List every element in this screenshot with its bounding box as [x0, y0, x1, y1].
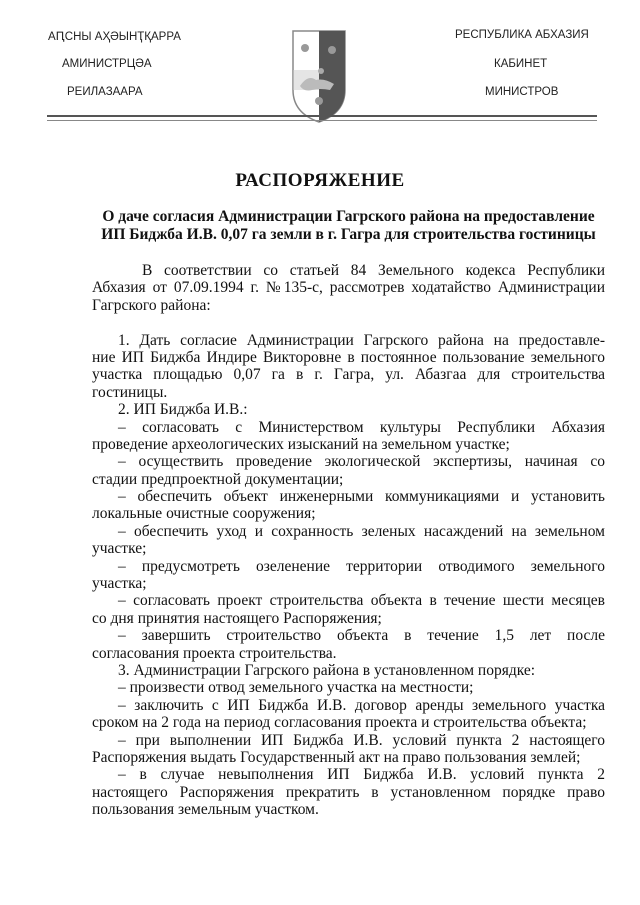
text-line: – согласовать с Министерством культуры Республики Абхазия [118, 418, 605, 436]
header-right-line-2: КАБИНЕТ [494, 58, 548, 70]
text-line: участка; [92, 575, 147, 593]
subtitle-line-2: ИП Биджба И.В. 0,07 га земли в г. Гагра для строительства гостиницы [101, 226, 596, 243]
text-line: проведение археологических изысканий на земельном участке; [92, 435, 510, 453]
paragraph-gap [92, 314, 605, 331]
text-line: – осуществить проведение экологической экспертизы, начиная со [118, 453, 605, 471]
text-line: сроком на 2 года на период согласования проекта и строительства объекта; [92, 714, 587, 732]
text-line: Распоряжения выдать Государственный акт на право пользования землей; [92, 748, 581, 766]
text-line: ние ИП Биджба Индире Викторовне в постоянное пользование земельного [92, 348, 605, 366]
text-line: локальные очистные сооружения; [92, 505, 316, 523]
text-line: стадии предпроектной документации; [92, 470, 344, 488]
text-line: 2. ИП Биджба И.В.: [118, 401, 248, 419]
text-line: – обеспечить уход и сохранность зеленых насаждений на земельном [118, 522, 605, 540]
text-line: – завершить строительство объекта в течение 1,5 лет после [118, 627, 605, 645]
text-line: 1. Дать согласие Администрации Гагрского района на предоставле- [118, 331, 605, 349]
preamble-paragraph [92, 262, 605, 314]
text-line: – в случае невыполнения ИП Биджба И.В. условий пункта 2 [118, 766, 605, 784]
resolution-points [92, 332, 605, 819]
text-line: – согласовать проект строительства объекта в течение шести месяцев [118, 592, 605, 610]
text-line: – заключить с ИП Биджба И.В. договор аренды земельного участка [118, 696, 605, 714]
header-right-line-1: РЕСПУБЛИКА АБХАЗИЯ [455, 29, 589, 41]
header-divider [47, 115, 597, 121]
header-left-line-3: РЕИЛАЗААРА [67, 86, 143, 98]
text-line: – при выполнении ИП Биджба И.В. условий пункта 2 настоящего [118, 731, 605, 749]
text-line: участка площадью 0,07 га в г. Гагра, ул. Абазгаа для строительства [92, 366, 605, 384]
coat-of-arms-emblem [290, 28, 348, 124]
text-line: согласования проекта строительства. [92, 644, 337, 662]
text-line: Абхазия от 07.09.1994 г. №135-с, рассмотрев ходатайство Администрации [92, 279, 605, 297]
subtitle-line-1: О даче согласия Администрации Гагрского района на предоставление [102, 208, 595, 225]
text-line: участке; [92, 540, 147, 558]
text-line: В соответствии со статьей 84 Земельного кодекса Республики [142, 262, 605, 279]
header-left-line-2: АМИНИСТРЦӘА [62, 58, 152, 70]
text-line: Гагрского района: [92, 296, 211, 314]
document-body [92, 262, 605, 819]
text-line: настоящего Распоряжения прекратить в установленном порядке право [92, 783, 605, 801]
text-line: со дня принятия настоящего Распоряжения; [92, 609, 382, 627]
text-line: – произвести отвод земельного участка на местности; [118, 679, 474, 697]
text-line: гостиницы. [92, 383, 168, 401]
text-line: – предусмотреть озеленение территории отводимого земельного [118, 557, 605, 575]
header-right-line-3: МИНИСТРОВ [485, 86, 559, 98]
header-left-line-1: АԤСНЫ АҲӘЫНҬҚАРРА [48, 31, 181, 43]
text-line: – обеспечить объект инженерными коммуникациями и установить [118, 488, 605, 506]
text-line: пользования земельным участком. [92, 801, 319, 819]
text-line: 3. Администрации Гагрского района в установленном порядке: [118, 661, 536, 679]
document-title: РАСПОРЯЖЕНИЕ [235, 170, 405, 191]
